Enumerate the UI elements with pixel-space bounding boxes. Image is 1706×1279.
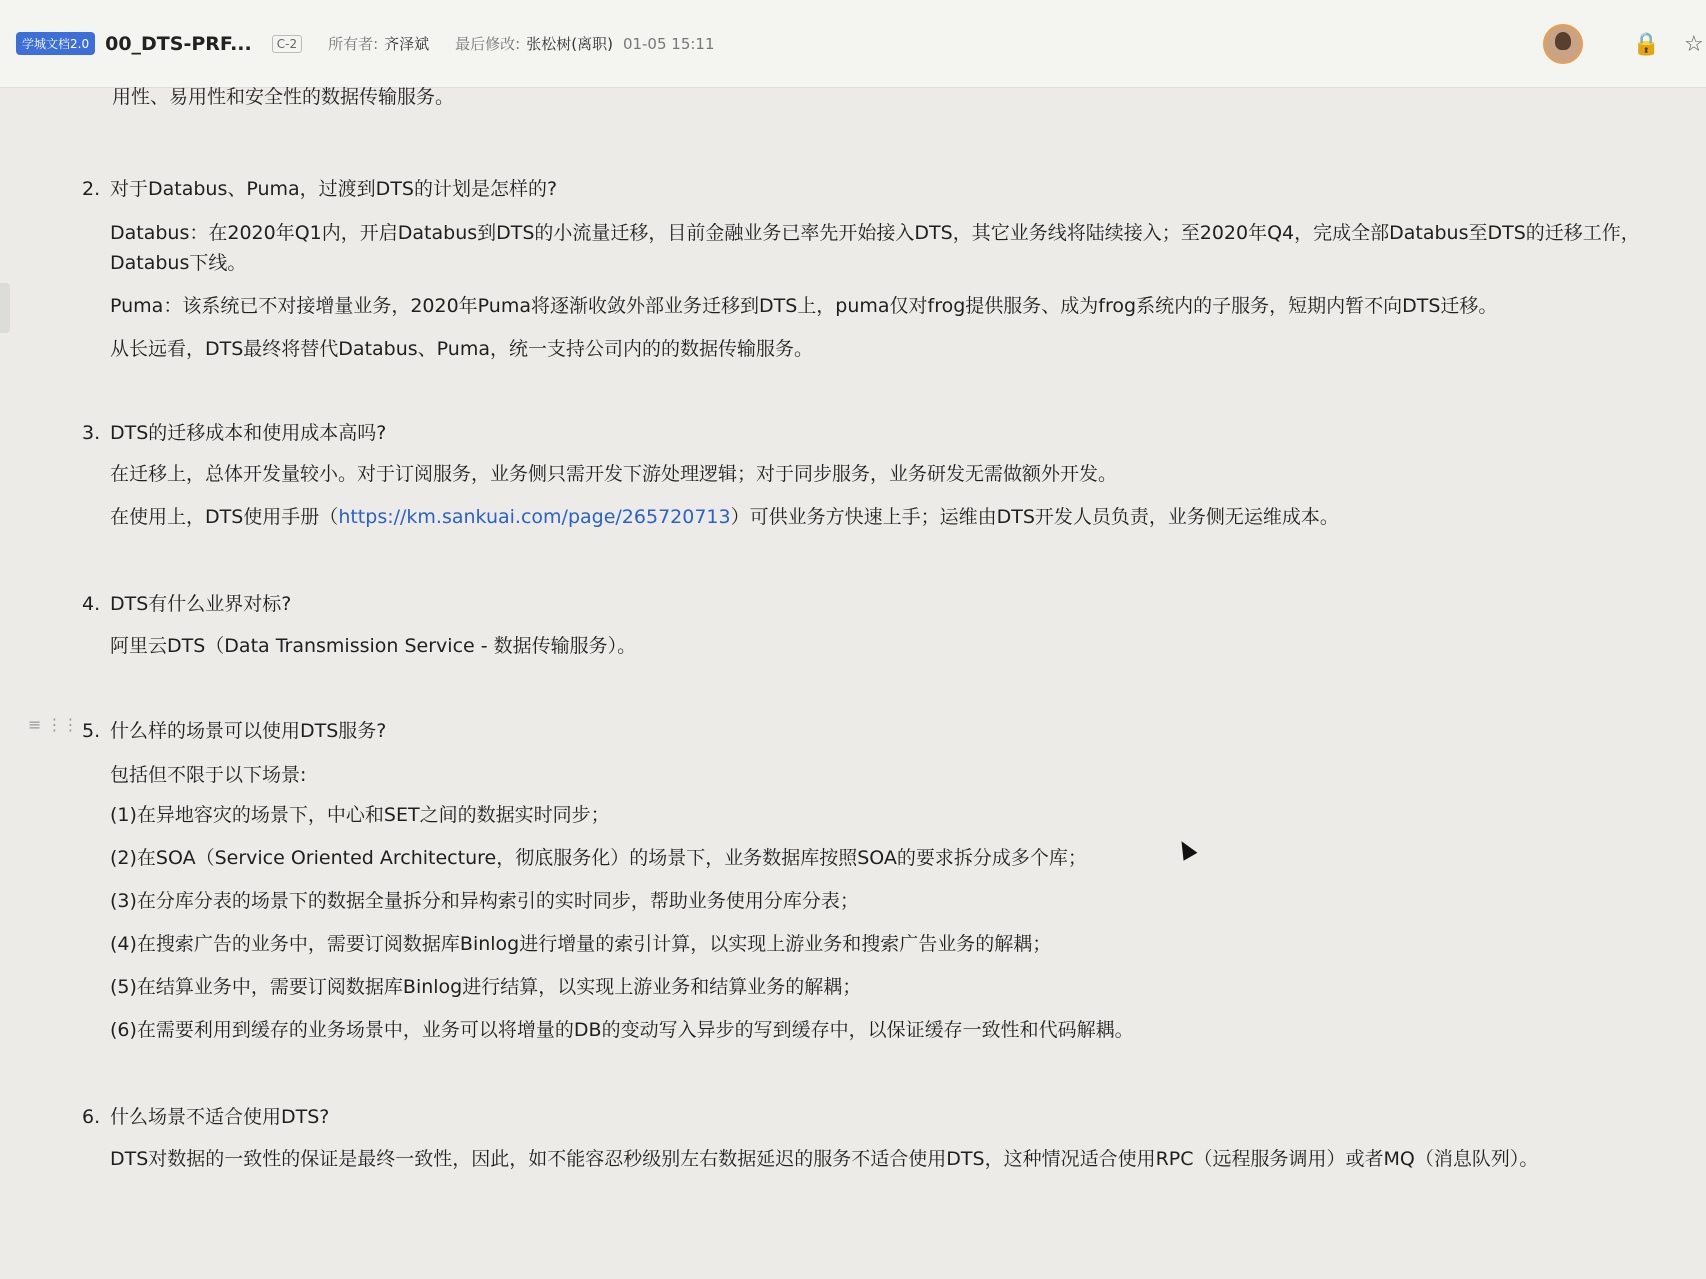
scenario-item: (2)在SOA（Service Oriented Architecture，彻底服务化）的场景下，业务数据库按照SOA的要求拆分成多个库； (110, 847, 1087, 869)
question-number: 3. (82, 422, 101, 444)
product-badge: 学城文档2.0 (16, 32, 95, 55)
avatar[interactable] (1543, 24, 1583, 64)
document-header (0, 0, 1706, 88)
answer-3-p2-post: ）可供业务方快速上手；运维由DTS开发人员负责，业务侧无运维成本。 (730, 506, 1339, 528)
answer-2-p3: 从长远看，DTS最终将替代Databus、Puma，统一支持公司内的的数据传输服务。 (110, 338, 813, 360)
answer-2-p1: Databus：在2020年Q1内，开启Databus到DTS的小流量迁移，目前金融业务已率先开始接入DTS，其它业务线将陆续接入；至2020年Q4，完成全部Databus至DTS的迁移工作， (110, 222, 1640, 244)
header-actions (1543, 0, 1706, 88)
modified-by[interactable]: 张松树(离职) (526, 35, 613, 53)
modified-label: 最后修改: (455, 35, 521, 53)
faq-question-4 (82, 591, 291, 617)
question-text: 什么样的场景可以使用DTS服务? (110, 720, 387, 742)
answer-3-p1: 在迁移上，总体开发量较小。对于订阅服务，业务侧只需开发下游处理逻辑；对于同步服务，业务研发无需做额外开发。 (110, 463, 1118, 485)
answer-5-intro: 包括但不限于以下场景: (110, 764, 307, 786)
answer-2-p1b: Databus下线。 (110, 252, 247, 274)
answer-3-p2 (110, 504, 1339, 530)
document-title[interactable]: 00_DTS-PRF... (105, 32, 252, 55)
side-panel-handle[interactable] (0, 283, 10, 333)
faq-question-3 (82, 420, 386, 446)
owner-label: 所有者: (328, 35, 379, 53)
document-body (0, 88, 1706, 1279)
modified-time: 01-05 15:11 (622, 35, 715, 53)
owner-info (328, 33, 429, 54)
answer-3-p2-pre: 在使用上，DTS使用手册（ (110, 506, 339, 528)
scenario-item: (4)在搜索广告的业务中，需要订阅数据库Binlog进行增量的索引计算，以实现上游业务和搜索广告业务的解耦； (110, 933, 1052, 955)
question-number: 5. (82, 720, 101, 742)
lock-icon[interactable]: 🔒 (1632, 31, 1660, 57)
scenario-item: (6)在需要利用到缓存的业务场景中，业务可以将增量的DB的变动写入异步的写到缓存中，以保证缓存一致性和代码解耦。 (110, 1019, 1134, 1041)
mouse-cursor-icon (1175, 837, 1198, 861)
answer-6-p1: DTS对数据的一致性的保证是最终一致性，因此，如不能容忍秒级别左右数据延迟的服务不适合使用DTS，这种情况适合使用RPC（远程服务调用）或者MQ（消息队列）。 (110, 1148, 1539, 1170)
scenario-item: (3)在分库分表的场景下的数据全量拆分和异构索引的实时同步，帮助业务使用分库分表； (110, 890, 859, 912)
faq-question-5 (82, 718, 386, 744)
question-text: DTS有什么业界对标? (110, 593, 292, 615)
star-icon[interactable]: ☆ (1684, 31, 1704, 57)
question-number: 6. (82, 1106, 101, 1128)
scenario-item: (5)在结算业务中，需要订阅数据库Binlog进行结算，以实现上游业务和结算业务的解耦； (110, 976, 862, 998)
dts-manual-link[interactable]: https://km.sankuai.com/page/265720713 (338, 506, 731, 528)
faq-question-6 (82, 1104, 329, 1130)
modified-info (455, 33, 714, 54)
question-number: 2. (82, 178, 101, 200)
question-number: 4. (82, 593, 101, 615)
drag-handle-icon[interactable]: ≡ ⋮⋮ (28, 715, 79, 734)
question-text: 什么场景不适合使用DTS? (110, 1106, 330, 1128)
classification-tag: C-2 (272, 35, 302, 53)
scenario-item: (1)在异地容灾的场景下，中心和SET之间的数据实时同步； (110, 804, 610, 826)
owner-name[interactable]: 齐泽斌 (384, 35, 430, 53)
answer-4-p1: 阿里云DTS（Data Transmission Service - 数据传输服务）。 (110, 635, 637, 657)
intro-tail: 用性、易用性和安全性的数据传输服务。 (112, 86, 455, 108)
question-text: 对于Databus、Puma，过渡到DTS的计划是怎样的? (110, 178, 558, 200)
question-text: DTS的迁移成本和使用成本高吗? (110, 422, 387, 444)
answer-2-p2: Puma：该系统已不对接增量业务，2020年Puma将逐渐收敛外部业务迁移到DTS上，puma仅对frog提供服务、成为frog系统内的子服务，短期内暂不向DTS迁移。 (110, 295, 1498, 317)
faq-question-2 (82, 176, 557, 202)
